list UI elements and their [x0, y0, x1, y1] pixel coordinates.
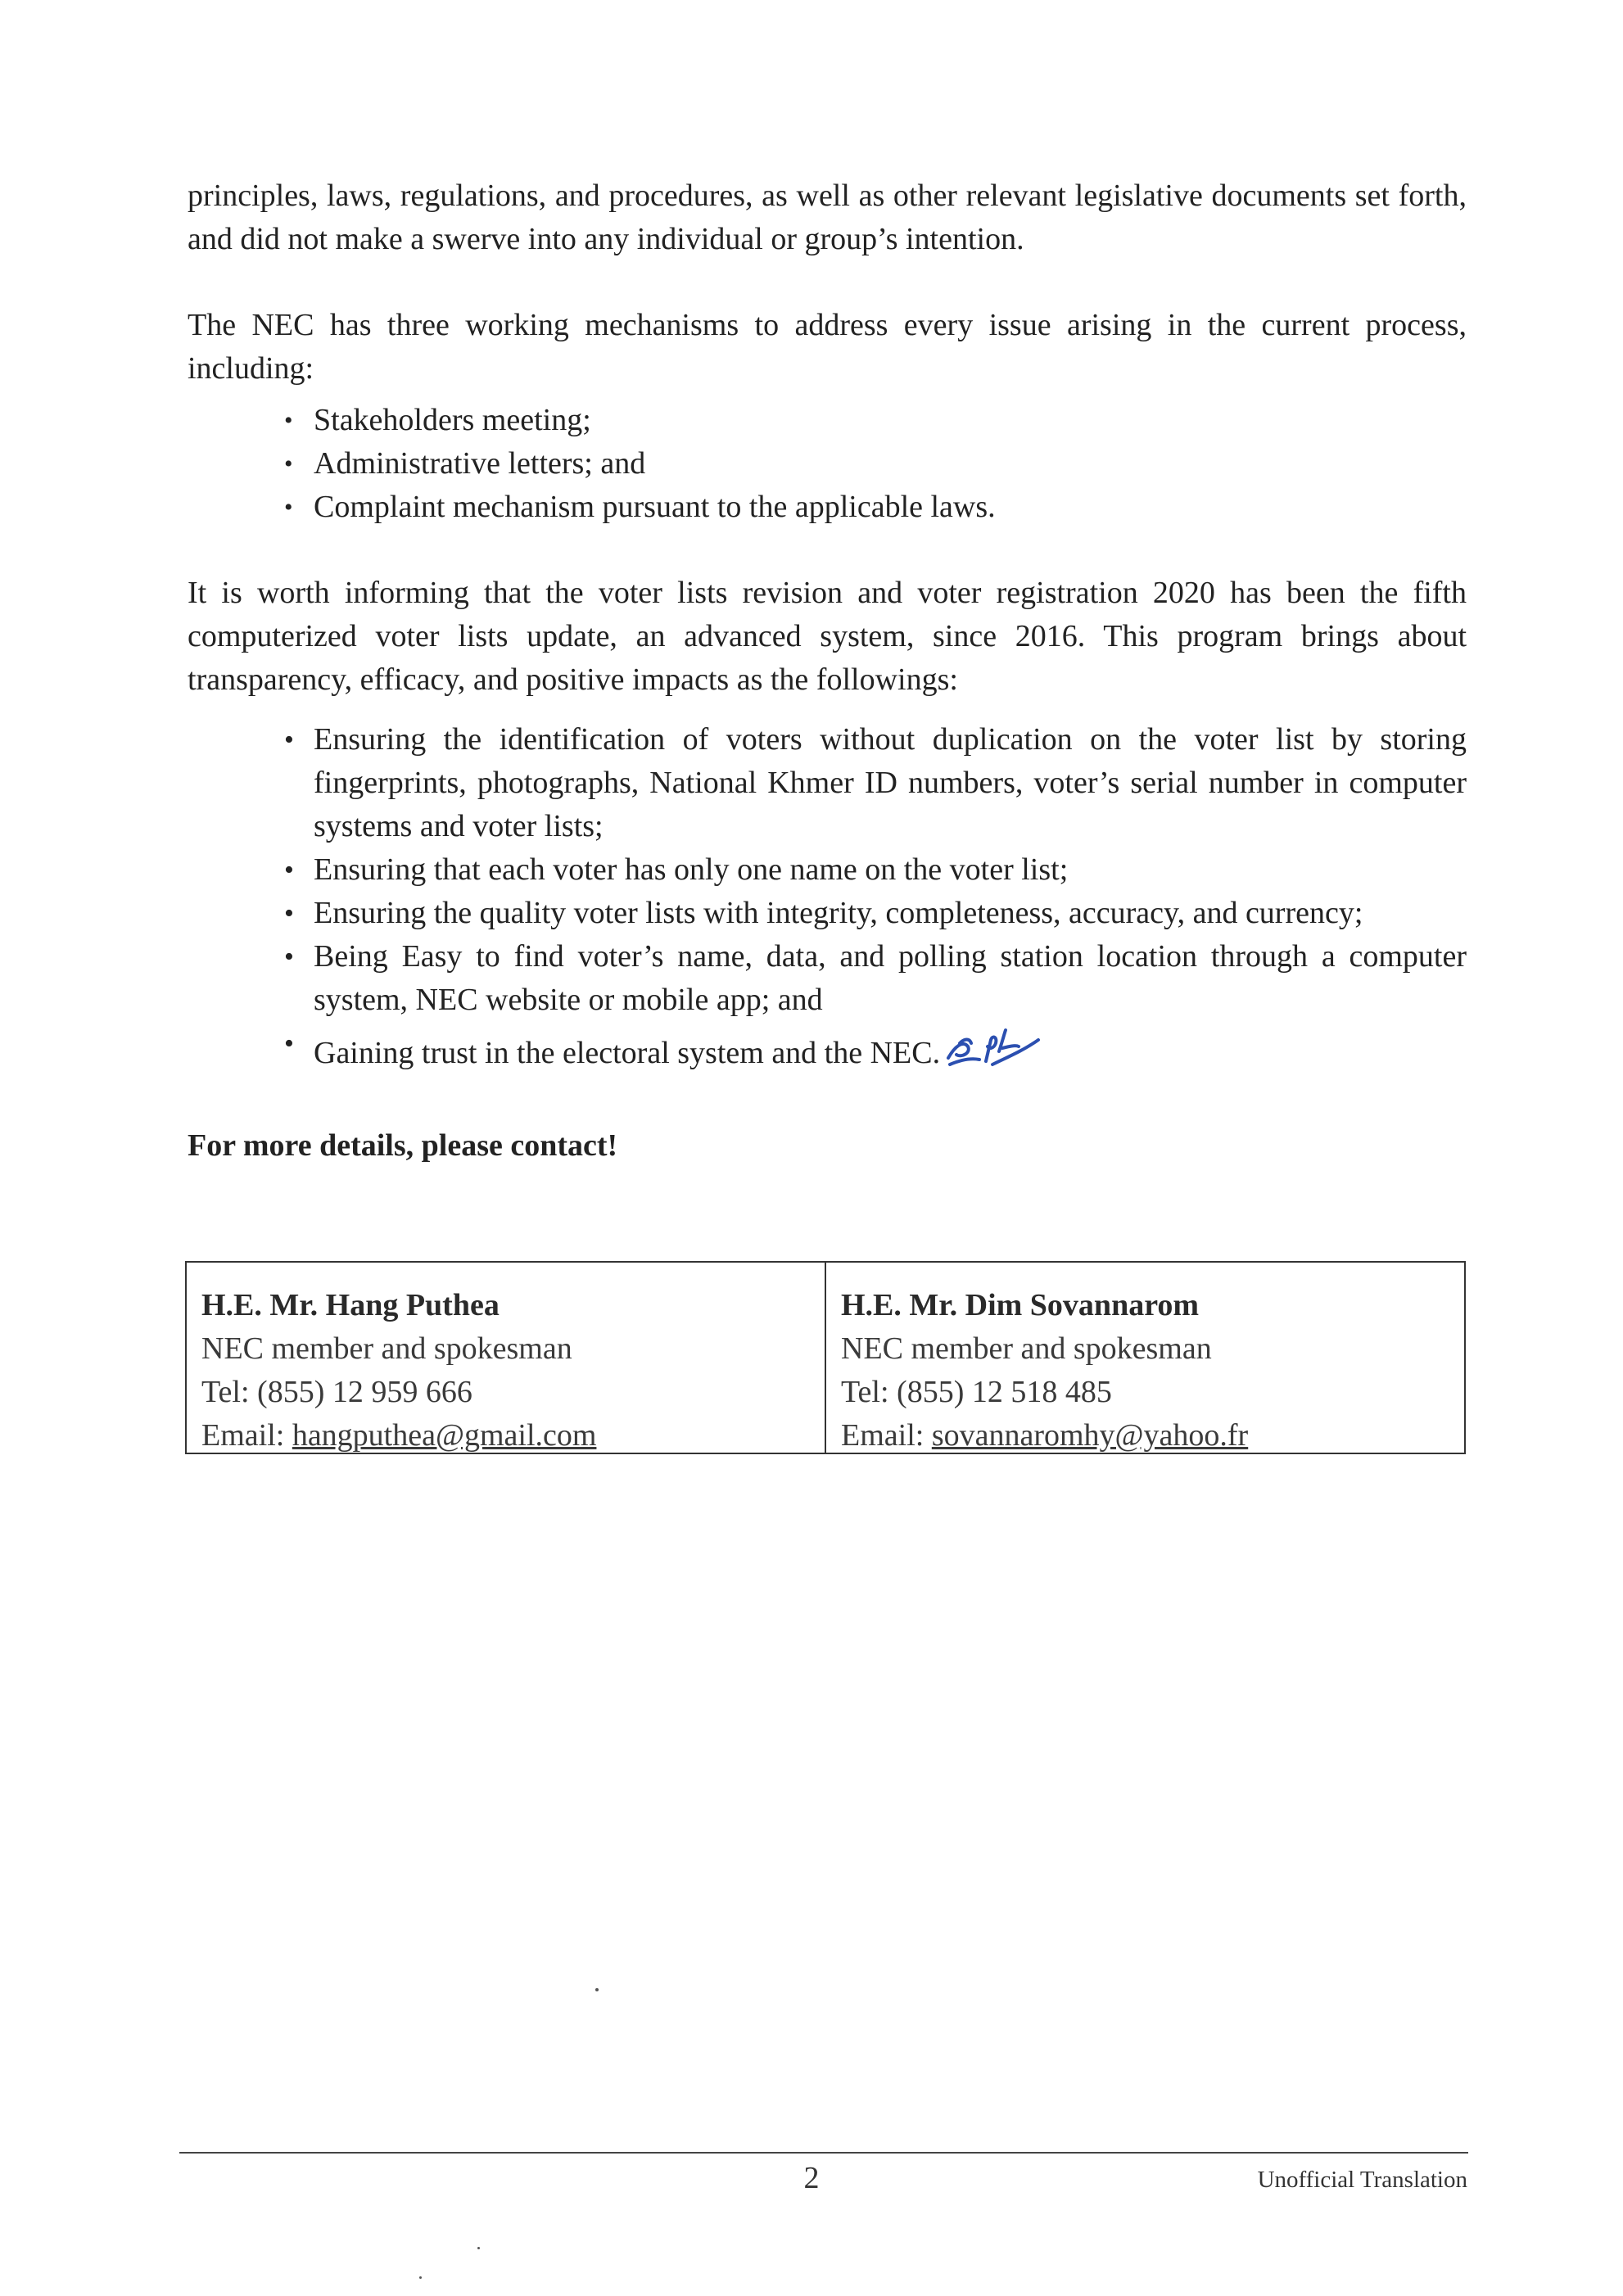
mechanisms-list [188, 399, 1467, 529]
contact-role: NEC member and spokesman [201, 1331, 572, 1366]
footer-note: Unofficial Translation [1257, 2167, 1467, 2193]
footer-divider [179, 2152, 1468, 2154]
mechanisms-lead-paragraph: The NEC has three working mechanisms to address every issue arising in the current process, including: [188, 308, 1467, 386]
list-item [188, 718, 1467, 848]
program-lead-paragraph: It is worth informing that the voter lists revision and voter registration 2020 has been the fifth computerized voter lists update, an advanced system, since 2016. This program brings about transparency, efficacy, and positive impacts as the followings: [188, 576, 1467, 697]
email-link[interactable]: hangputhea@gmail.com [292, 1418, 597, 1453]
bullet-icon: • [284, 855, 294, 885]
email-link[interactable]: sovannaromhy@yahoo.fr [931, 1418, 1249, 1453]
contact-card [825, 1263, 1464, 1453]
bullet-icon: • [284, 725, 294, 755]
list-item-text: Complaint mechanism pursuant to the applicable laws. [314, 490, 996, 524]
list-item-text: Ensuring the quality voter lists with integrity, completeness, accuracy, and currency; [314, 896, 1363, 930]
email-label: Email: [841, 1418, 932, 1453]
email-label: Email: [201, 1418, 292, 1453]
body-content [188, 174, 1467, 1168]
bullet-icon: • [284, 1028, 294, 1059]
bullet-icon: • [284, 942, 294, 972]
list-item [188, 486, 1467, 529]
scan-speck [595, 1988, 599, 1991]
scan-speck [477, 2247, 480, 2249]
bullet-icon: • [284, 494, 293, 521]
initials-signature-icon [943, 1022, 1042, 1082]
impacts-list [188, 718, 1467, 1082]
list-item-text: Ensuring that each voter has only one name on the voter list; [314, 852, 1069, 887]
list-item [188, 442, 1467, 486]
contact-email-line [201, 1414, 825, 1458]
list-item-text: Being Easy to find voter’s name, data, and polling station location through a computer system, NEC website or mobile app; and [314, 939, 1467, 1017]
bullet-icon: • [284, 407, 293, 434]
list-item-text: Gaining trust in the electoral system and the NEC. [314, 1036, 941, 1070]
contact-card [187, 1263, 825, 1453]
contact-table [185, 1261, 1466, 1454]
contact-phone: Tel: (855) 12 518 485 [841, 1375, 1112, 1409]
list-item [188, 848, 1467, 892]
contact-heading: For more details, please contact! [188, 1128, 618, 1163]
list-item-text: Stakeholders meeting; [314, 403, 591, 437]
page-number: 2 [803, 2161, 820, 2195]
scan-speck [419, 2276, 422, 2279]
bullet-icon: • [284, 898, 294, 929]
contact-email-line [841, 1414, 1464, 1458]
list-item-text: Ensuring the identification of voters without duplication on the voter list by storing fingerprints, photographs, National Khmer ID numbers, voter’s serial number in computer systems and voter lists; [314, 722, 1467, 843]
contact-name: H.E. Mr. Hang Puthea [201, 1288, 500, 1322]
bullet-icon: • [284, 450, 293, 477]
list-item [188, 1022, 1467, 1082]
list-item-text: Administrative letters; and [314, 446, 646, 481]
contact-role: NEC member and spokesman [841, 1331, 1212, 1366]
list-item [188, 399, 1467, 442]
list-item [188, 935, 1467, 1022]
list-item [188, 892, 1467, 935]
contact-phone: Tel: (855) 12 959 666 [201, 1375, 472, 1409]
intro-paragraph: principles, laws, regulations, and procedures, as well as other relevant legislative documents set forth, and did not make a swerve into any individual or group’s intention. [188, 179, 1467, 256]
contact-name: H.E. Mr. Dim Sovannarom [841, 1288, 1200, 1322]
